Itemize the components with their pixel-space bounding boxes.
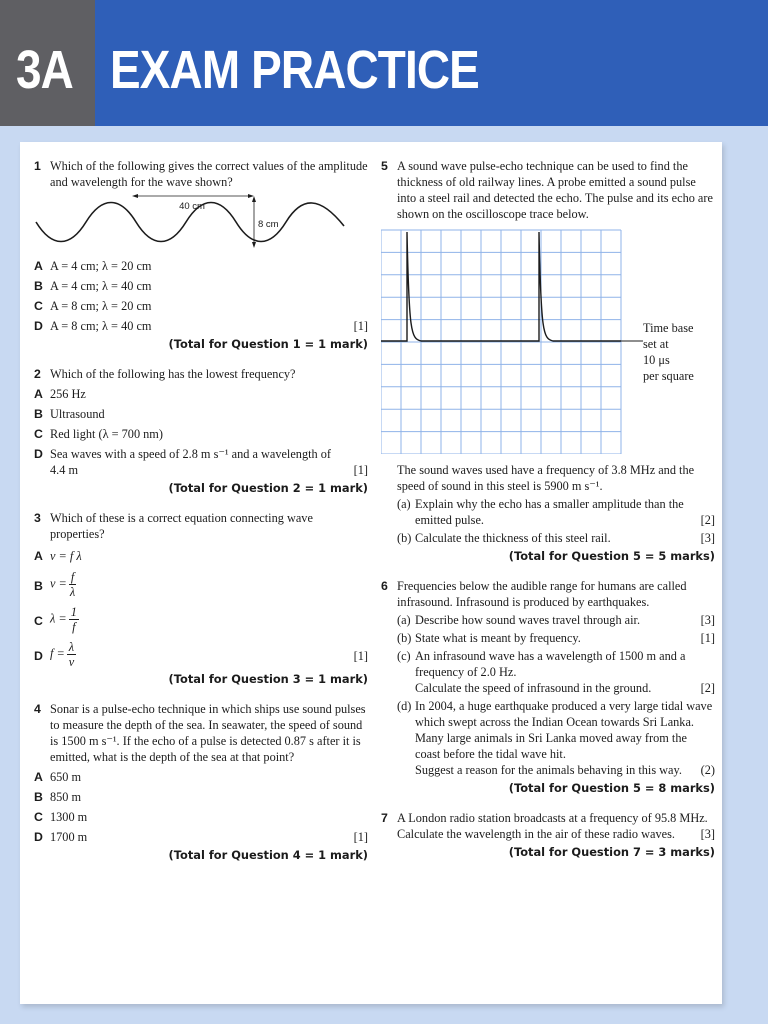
part-a: (a) Describe how sound waves travel through air. [3] <box>397 613 715 627</box>
question-text: A sound wave pulse-echo technique can be used to find the thickness of old railway lines. A probe emitted a sound pulse into a steel rail and detected the echo. The pulse and its echo are shown on the oscilloscope trace below. <box>397 159 713 221</box>
equation-lhs: v = <box>50 576 67 591</box>
question-mark-value: [1] <box>353 649 368 663</box>
oscilloscope-grid <box>381 230 621 454</box>
question-info: The sound waves used have a frequency of 3.8 MHz and the speed of sound in this steel is 5900 m s⁻¹. <box>397 463 695 493</box>
option-c: C 1300 m <box>34 810 88 824</box>
question-mark-value: [3] <box>700 827 715 841</box>
part-a: (a) Explain why the echo has a smaller amplitude than the emitted pulse. [2] <box>397 497 715 527</box>
oscilloscope-trace <box>381 228 643 454</box>
question-3 <box>34 510 368 687</box>
equation-lhs: λ = <box>50 611 67 626</box>
question-sheet <box>20 142 722 1004</box>
option-a: A v = f λ <box>34 549 82 563</box>
option-c: C Red light (λ = 700 nm) <box>34 427 163 441</box>
part-d: (d) In 2004, a huge earthquake produced a very large tidal wave which swept across the Indian Ocean towards Sri Lanka. Many large animals in Sri Lanka moved away from the coast before the tidal wave hit. Suggest a reason for the animals behaving in this way. (2) <box>397 699 715 777</box>
part-b: (b) State what is meant by frequency. [1] <box>397 631 715 645</box>
wavelength-arrow-right-head <box>248 194 254 198</box>
option-a: A A = 4 cm; λ = 20 cm <box>34 259 152 273</box>
option-b: B A = 4 cm; λ = 40 cm <box>34 279 152 293</box>
option-d: D 1700 m [1] <box>34 830 368 844</box>
option-c: C A = 8 cm; λ = 20 cm <box>34 299 152 313</box>
option-b: B v = $\frac{f}{\lambda}$ <box>34 570 76 599</box>
fraction: $\frac{1}{f}$ <box>70 605 77 634</box>
option-c: C λ = $\frac{1}{f}$ <box>34 605 77 634</box>
part-b: (b) Calculate the thickness of this steel rail. [3] <box>397 531 715 545</box>
question-mark-value: [1] <box>353 319 368 333</box>
fraction: $\frac{f}{\lambda}$ <box>69 570 76 599</box>
question-7 <box>381 810 715 860</box>
equation: v = f λ <box>50 549 82 563</box>
question-number: 6 <box>381 579 388 593</box>
option-b: B Ultrasound <box>34 407 105 421</box>
question-total: (Total for Question 2 = 1 mark) <box>168 481 368 495</box>
question-text: Which of the following has the lowest frequency? <box>50 367 296 381</box>
question-number: 1 <box>34 159 41 173</box>
height-label: 8 cm <box>258 219 279 230</box>
option-b: B 850 m <box>34 790 82 804</box>
option-d: D A = 8 cm; λ = 40 cm [1] <box>34 319 368 333</box>
question-total: (Total for Question 1 = 1 mark) <box>168 337 368 351</box>
question-mark-value: [1] <box>353 463 368 477</box>
right-column <box>381 158 715 874</box>
question-2 <box>34 366 368 496</box>
part-c: (c) An infrasound wave has a wavelength of 1500 m and a frequency of 2.0 Hz. Calculate the speed of infrasound in the ground. [2] <box>397 649 715 695</box>
wave-diagram <box>34 194 354 254</box>
option-a: A 256 Hz <box>34 387 86 401</box>
wavelength-arrow-left-head <box>132 194 138 198</box>
equation-lhs: f = <box>50 646 65 661</box>
section-code: 3A <box>16 40 73 100</box>
option-d: D f = $\frac{\lambda}{v}$ [1] <box>34 640 368 669</box>
question-number: 2 <box>34 367 41 381</box>
option-a: A 650 m <box>34 770 82 784</box>
question-number: 5 <box>381 159 388 173</box>
option-d: D Sea waves with a speed of 2.8 m s⁻¹ and a wavelength of 4.4 m [1] <box>34 447 368 477</box>
question-text: Which of the following gives the correct values of the amplitude and wavelength for the wave shown? <box>50 159 368 189</box>
question-mark-value: [1] <box>353 830 368 844</box>
height-arrow-bottom-head <box>252 242 256 248</box>
question-5 <box>381 158 715 564</box>
question-total: (Total for Question 5 = 8 marks) <box>508 781 715 795</box>
question-text: Which of these is a correct equation connecting wave properties? <box>50 511 313 541</box>
height-arrow-top-head <box>252 196 256 202</box>
wavelength-label: 40 cm <box>179 201 205 212</box>
question-number: 3 <box>34 511 41 525</box>
left-column <box>34 158 368 877</box>
question-text: Sonar is a pulse-echo technique in which ships use sound pulses to measure the depth of the sea. In seawater, the speed of sound is 1500 m s⁻¹. If the echo of a pulse is detected 0.87 s after it is emitted, what is the depth of the sea at that point? <box>50 702 366 764</box>
question-text: Frequencies below the audible range for humans are called infrasound. Infrasound is produced by earthquakes. <box>397 579 687 609</box>
question-text: A London radio station broadcasts at a frequency of 95.8 MHz. Calculate the wavelength in the air of these radio waves. <box>397 811 708 841</box>
question-total: (Total for Question 4 = 1 mark) <box>168 848 368 862</box>
question-6 <box>381 578 715 796</box>
question-4 <box>34 701 368 863</box>
timebase-label: Time base set at 10 μs per square <box>643 321 694 383</box>
question-1 <box>34 158 368 352</box>
question-total: (Total for Question 7 = 3 marks) <box>508 845 715 859</box>
question-number: 4 <box>34 702 41 716</box>
section-title-box <box>95 0 768 126</box>
section-title: EXAM PRACTICE <box>110 40 479 100</box>
section-code-box <box>0 0 95 126</box>
page-header <box>0 0 768 126</box>
oscilloscope-figure <box>381 228 715 458</box>
question-total: (Total for Question 5 = 5 marks) <box>508 549 715 563</box>
question-total: (Total for Question 3 = 1 mark) <box>168 672 368 686</box>
fraction: $\frac{\lambda}{v}$ <box>68 640 75 669</box>
question-number: 7 <box>381 811 388 825</box>
